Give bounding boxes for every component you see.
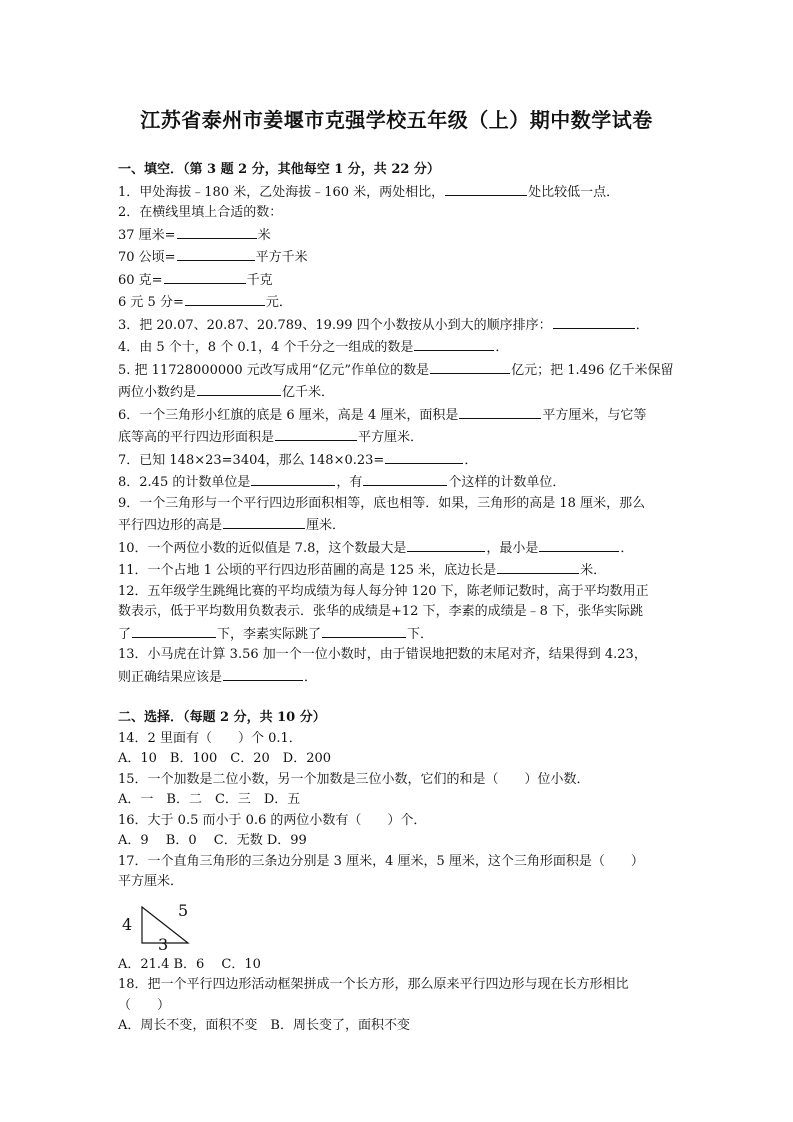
question-text: ． [495, 340, 509, 355]
question-text: ． [635, 317, 649, 333]
question-text: ． [464, 452, 478, 468]
question-16: 16．大于 0.5 而小于 0.6 的两位小数有（ ）个． [118, 812, 427, 828]
question-17: 17．一个直角三角形的三条边分别是 3 厘米，4 厘米，5 厘米，这个三角形面积是（ ） [118, 853, 644, 869]
question-text: 1．甲处海拔﹣180 米，乙处海拔﹣160 米，两处相比， [118, 184, 445, 200]
question-text: 4．由 5 个十，8 个 0.1，4 个千分之一组成的数是 [118, 340, 414, 355]
question-text: 下． [407, 626, 434, 642]
question-text: ． [620, 540, 634, 556]
page-title: 江苏省泰州市姜堰市克强学校五年级（上）期中数学试卷 [140, 108, 653, 132]
answer-blank[interactable] [497, 559, 579, 574]
question-text: 平方厘米． [358, 430, 424, 445]
question-text: 10．一个两位小数的近似值是 7.8，这个数最大是 [118, 540, 407, 556]
question-text: 处比较低一点． [528, 184, 620, 200]
question-12-cont: 数表示，低于平均数用负数表示．张华的成绩是+12 下，李素的成绩是﹣8 下，张华实际跳 [118, 604, 643, 619]
question-5 [118, 359, 678, 382]
question-text: 亿千米． [282, 385, 335, 400]
question-text: 下，李素实际跳了 [217, 626, 322, 642]
answer-blank[interactable] [223, 666, 303, 681]
question-text: 个这样的计数单位． [448, 475, 566, 490]
question-text: 了 [118, 626, 132, 642]
answer-blank[interactable] [430, 359, 510, 374]
question-6-cont [118, 426, 678, 449]
question-2-part [118, 269, 678, 292]
question-12-cont [118, 623, 678, 646]
question-2-part [118, 224, 678, 247]
answer-blank[interactable] [407, 537, 485, 552]
question-text: 5. 把 11728000000 元改写成用“亿元”作单位的数是 [118, 362, 430, 378]
question-9-cont [118, 514, 678, 537]
question-text: 平方厘米，与它等 [542, 407, 647, 423]
question-text: 米 [257, 227, 271, 243]
section-spacer [118, 688, 678, 708]
answer-blank[interactable] [275, 426, 357, 441]
side-label-hypotenuse: 5 [178, 900, 189, 920]
answer-blank[interactable] [132, 623, 216, 638]
question-2-part [118, 246, 678, 269]
answer-blank[interactable] [459, 404, 541, 419]
question-11 [118, 559, 678, 582]
question-text: 元． [265, 295, 292, 310]
question-text: 千克 [246, 272, 273, 288]
question-10 [118, 537, 678, 560]
question-17-cont: 平方厘米． [118, 874, 184, 889]
question-7 [118, 449, 678, 472]
question-9: 9．一个三角形与一个平行四边形面积相等，底也相等．如果，三角形的高是 18 厘米，那么 [118, 495, 646, 511]
answer-blank[interactable] [251, 471, 335, 486]
side-label-left: 4 [122, 914, 133, 934]
question-3 [118, 314, 678, 337]
exam-body [118, 160, 678, 1037]
options: A．周长不变，面积不变 B．周长变了，面积不变 [118, 1018, 410, 1033]
question-4 [118, 336, 678, 359]
section-heading: 一、填空．（第 3 题 2 分，其他每空 1 分，共 22 分） [118, 162, 440, 177]
options: A．一 B．二 C．三 D．五 [118, 792, 301, 807]
question-6 [118, 404, 678, 427]
question-13: 13．小马虎在计算 3.56 加一个一位小数时，由于错误地把数的末尾对齐，结果得到 4.23， [118, 647, 647, 662]
question-18-cont: （ ） [118, 997, 171, 1013]
question-12: 12．五年级学生跳绳比赛的平均成绩为每人每分钟 120 下，陈老师记数时，高于平均数用正 [118, 583, 649, 599]
question-text: ，最小是 [486, 540, 539, 556]
question-text: 11．一个占地 1 公顷的平行四边形苗圃的高是 125 米，底边长是 [118, 563, 497, 578]
answer-blank[interactable] [553, 314, 635, 329]
question-text: 60 克= [118, 272, 163, 288]
triangle-figure [118, 901, 198, 955]
question-13-cont [118, 666, 678, 689]
answer-blank[interactable] [185, 291, 265, 306]
question-2-part [118, 291, 678, 314]
side-label-bottom: 3 [158, 934, 169, 954]
answer-blank[interactable] [445, 181, 527, 196]
question-14: 14．2 里面有（ ）个 0.1． [118, 730, 302, 746]
options: A．9 B．0 C．无数 D．99 [118, 833, 307, 848]
question-1 [118, 181, 678, 204]
question-text: 6 元 5 分= [118, 295, 184, 310]
answer-blank[interactable] [322, 623, 406, 638]
section-heading: 二、选择．（每题 2 分，共 10 分） [118, 710, 326, 725]
question-text: 平方千米 [255, 250, 308, 265]
question-text: 70 公顷= [118, 250, 176, 265]
answer-blank[interactable] [363, 471, 447, 486]
answer-blank[interactable] [539, 537, 619, 552]
question-text: 37 厘米= [118, 227, 176, 243]
answer-blank[interactable] [177, 224, 257, 239]
question-text: 6．一个三角形小红旗的底是 6 厘米，高是 4 厘米，面积是 [118, 407, 459, 423]
answer-blank[interactable] [177, 246, 255, 261]
answer-blank[interactable] [385, 449, 463, 464]
question-18: 18．把一个平行四边形活动框架拼成一个长方形，那么原来平行四边形与现在长方形相比 [118, 977, 629, 992]
question-text: 平行四边形的高是 [118, 518, 223, 533]
question-text: 厘米． [306, 518, 346, 533]
question-5-cont [118, 381, 678, 404]
question-text: 3．把 20.07、20.87、20.789、19.99 四个小数按从小到大的顺序排序： [118, 317, 552, 333]
options: A．10 B．100 C．20 D．200 [118, 751, 332, 766]
question-text: ． [304, 669, 318, 685]
question-text: 则正确结果应该是 [118, 669, 223, 685]
question-text: 7．已知 148×23=3404，那么 148×0.23= [118, 452, 385, 468]
question-15: 15．一个加数是二位小数，另一个加数是三位小数，它们的和是（ ）位小数． [118, 771, 590, 787]
answer-blank[interactable] [164, 269, 246, 284]
question-8 [118, 471, 678, 494]
question-text: 两位小数约是 [118, 385, 197, 400]
question-text: 亿元；把 1.496 亿千米保留 [511, 362, 674, 378]
answer-blank[interactable] [197, 381, 281, 396]
question-text: 底等高的平行四边形面积是 [118, 430, 275, 445]
options: A．21.4 B．6 C．10 [118, 956, 261, 972]
answer-blank[interactable] [414, 336, 494, 351]
question-text: 米． [580, 563, 607, 578]
answer-blank[interactable] [223, 514, 305, 529]
question-2: 2．在横线里填上合适的数： [118, 205, 283, 220]
question-text: 8．2.45 的计数单位是 [118, 475, 251, 490]
question-text: ，有 [336, 475, 363, 490]
